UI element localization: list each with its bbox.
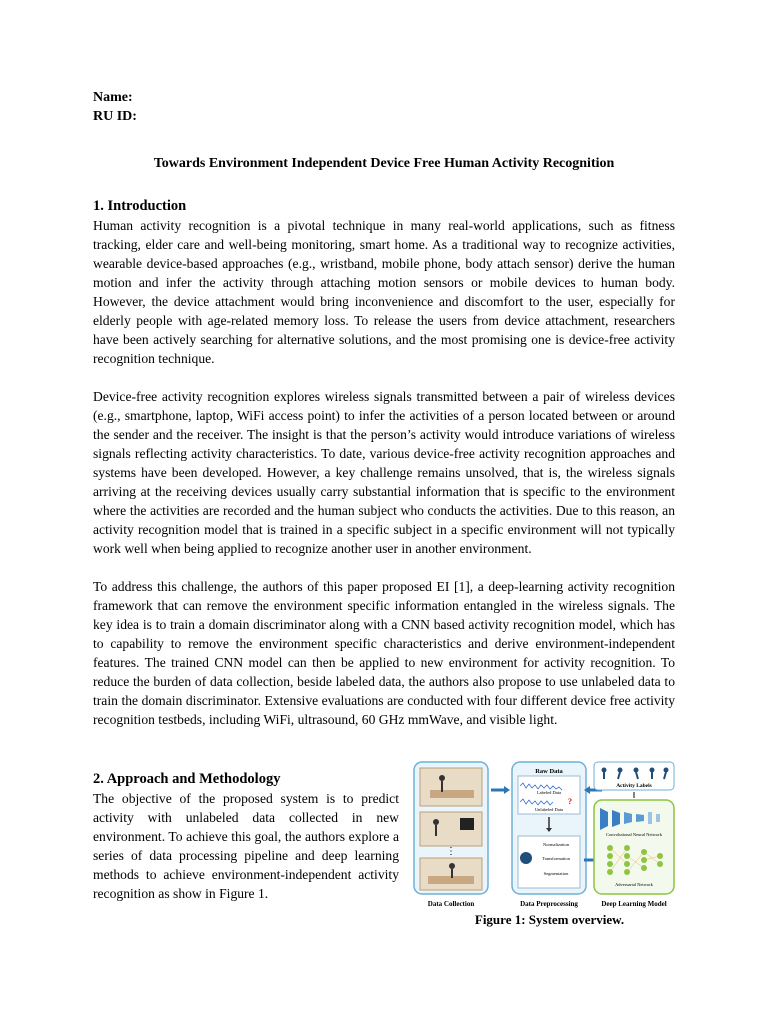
ru-id-label: RU ID:: [93, 109, 137, 124]
adversarial-label: Adversarial Network: [615, 882, 653, 887]
approach-paragraph: The objective of the proposed system is to predict activity with unlabeled data collected in new environment. To achieve this goal, the authors explore a series of data processing pipeline and deep learning methods to achieve environment-independent activity recognition as show in Figure 1.: [93, 791, 399, 901]
transformation-label: Transformation: [542, 856, 570, 861]
scene-image-1: [420, 768, 482, 806]
labeled-data-label: Labeled Data: [536, 790, 562, 795]
segmentation-label: Segmentation: [543, 871, 569, 876]
approach-section: [93, 770, 399, 903]
figure-caption: Figure 1: System overview.: [474, 912, 625, 927]
cnn-label: Convolutional Neural Network: [606, 832, 662, 837]
activity-labels-label: Activity Labels: [616, 783, 652, 789]
vertical-dots: ⋮: [446, 846, 456, 857]
gear-icon: [520, 852, 532, 864]
introduction-heading: 1. Introduction: [93, 198, 187, 214]
question-mark: ?: [568, 797, 572, 806]
intro-paragraph-2: Device-free activity recognition explores wireless signals transmitted between a pair of wireless devices (e.g., smartphone, laptop, WiFi access point) to infer the activities of a person located between or around the sender and the receiver. The insight is that the person’s activity would introduce variations of wireless signals reflecting activity characteristics. To date, various device-free activity recognition approaches and systems have been developed. However, a key challenge remains unsolved, that is, the wireless signals arriving at the receiving devices usually carry substantial information that is specific to the environment where the activities are recorded and the human subject who conducts the activities. Due to this reason, an activity recognition model that is trained in a specific subject in a specific environment will not typically work well when being applied to recognize another user in another environment.: [93, 389, 675, 556]
unlabeled-data-label: Unlabeled Data: [534, 807, 564, 812]
data-preprocessing-label: Data Preprocessing: [520, 900, 578, 908]
data-collection-label: Data Collection: [427, 900, 475, 908]
system-overview-figure: [412, 760, 677, 910]
name-label: Name:: [93, 90, 133, 105]
intro-paragraph-1: Human activity recognition is a pivotal technique in many real-world applications, such as fitness tracking, elder care and well-being monitoring, smart home. As a traditional way to recognize activities, wearable device-based approaches (e.g., wristband, mobile phone, body attach sensor) derive the human motion and infer the activity through attaching motion sensors or mobile devices to human body. However, the device attachment would bring inconvenience and discomfort to the user, especially for elderly people with age-related memory loss. To release the users from device attachment, researchers have been actively searching for alternative solutions, and the most promising one is device-free activity recognition technique.: [93, 218, 675, 366]
raw-data-label: Raw Data: [535, 768, 563, 775]
paper-title: Towards Environment Independent Device Free Human Activity Recognition: [153, 156, 615, 171]
normalization-label: Normalization: [543, 842, 569, 847]
approach-heading: 2. Approach and Methodology: [93, 771, 281, 787]
deep-learning-model-label: Deep Learning Model: [601, 900, 667, 908]
intro-paragraph-3: To address this challenge, the authors of this paper proposed EI [1], a deep-learning activity recognition framework that can remove the environment specific information entangled in the wireless signals. The key idea is to train a domain discriminator along with a CNN based activity recognition model, which has to capability to remove the environment specific characteristics and derive environment-independent features. The trained CNN model can then be applied to new environment for activity recognition. To reduce the burden of data collection, beside labeled data, the authors also propose to use unlabeled data to train the domain discriminator. Extensive evaluations are conducted with four different device free activity recognition testbeds, including WiFi, ultrasound, 60 GHz mmWave, and visible light.: [93, 579, 675, 727]
document-page: [93, 88, 675, 729]
